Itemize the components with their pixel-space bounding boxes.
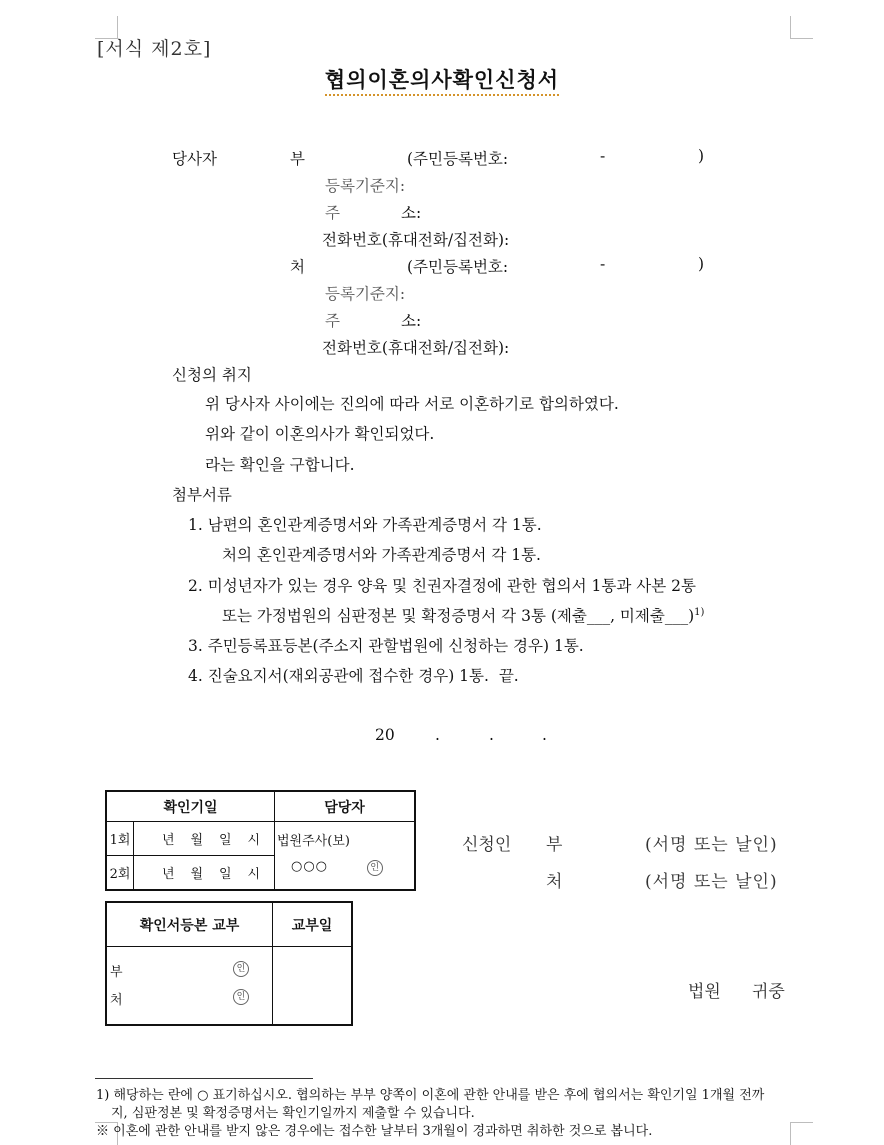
husband-base-label: 등록기준지: [325,177,406,195]
officer-cell [275,822,415,890]
purpose-line-1: 위 당사자 사이에는 진의에 따라 서로 이혼하기로 합의하였다. [205,395,619,413]
copy-wife: 처 [110,993,123,1008]
husband-id-label: (주민등록번호: [407,150,509,168]
confirm-date-header: 확인기일 [107,792,275,822]
husband-addr-label-2: 소: [401,204,422,222]
copy-delivery-header: 확인서등본 교부 [107,903,273,947]
seal-icon: 인 [233,961,249,977]
applicant-husband-sign: (서명 또는 날인) [645,835,778,855]
husband-role: 부 [290,150,305,168]
applicant-label: 신청인 [462,835,512,855]
husband-phone-label: 전화번호(휴대전화/집전화): [322,231,510,249]
unit-hour: 시 [247,867,261,882]
husband-addr-label-1: 주 [325,204,340,222]
applicant-wife-sign: (서명 또는 날인) [645,872,778,892]
purpose-line-3: 라는 확인을 구합니다. [205,456,355,474]
round-2-date [134,856,275,890]
end-mark: 끝. [498,667,519,685]
unit-month: 월 [190,833,204,848]
husband-id-dash: - [600,147,606,165]
attachment-2a: 2. 미성년자가 있는 경우 양육 및 친권자결정에 관한 협의서 1통과 사본 2통 [188,577,696,595]
attachment-1b: 처의 혼인관계증명서와 가족관계증명서 각 1통. [222,546,541,564]
purpose-heading: 신청의 취지 [172,366,252,384]
applicant-husband: 부 [546,835,563,855]
page-title: 협의이혼의사확인신청서 [0,64,884,94]
footnote-1a: 1) 해당하는 란에 ○ 표기하십시오. 협의하는 부부 양쪽이 이혼에 관한 안내를 받은 후에 협의서는 확인기일 1개월 전까 [96,1088,765,1103]
unit-year: 년 [161,867,175,882]
date-year-prefix: 20 [375,726,395,744]
attachment-3: 3. 주민등록표등본(주소지 관할법원에 신청하는 경우) 1통. [188,637,584,655]
wife-id-close: ) [698,255,705,273]
applicant-wife: 처 [546,872,563,892]
unit-year: 년 [161,833,175,848]
round-1-date [134,822,275,856]
form-number: [서식 제2호] [97,38,212,60]
purpose-line-2: 위와 같이 이혼의사가 확인되었다. [205,425,435,443]
officer-label: 법원주사(보) [277,834,350,849]
wife-id-label: (주민등록번호: [407,258,509,276]
footnote-1b: 지, 심판정본 및 확정증명서는 확인기일까지 제출할 수 있습니다. [111,1106,475,1121]
wife-phone-label: 전화번호(휴대전화/집전화): [322,339,510,357]
delivery-date-header: 교부일 [273,903,352,947]
date-dot-1: . [435,726,440,744]
footnote-2: ※ 이혼에 관한 안내를 받지 않은 경우에는 접수한 날부터 3개월이 경과하면 취하한 것으로 봅니다. [96,1124,653,1139]
round-2-label: 2회 [107,856,134,890]
parties-label: 당사자 [172,150,217,168]
seal-icon: 인 [233,989,249,1005]
attachments-heading: 첨부서류 [172,486,232,504]
wife-id-dash: - [600,255,606,273]
wife-base-label: 등록기준지: [325,285,406,303]
footnote-divider [95,1078,313,1079]
delivery-date-cell [273,947,352,1025]
corner-mark-top-right [790,16,813,39]
unit-hour: 시 [247,833,261,848]
footnote-ref: 1) [694,606,705,618]
wife-addr-label-1: 주 [325,312,340,330]
copy-recipients-cell [107,947,273,1025]
court-label: 법원 [688,982,721,1002]
husband-id-close: ) [698,147,705,165]
round-1-label: 1회 [107,822,134,856]
wife-addr-label-2: 소: [401,312,422,330]
wife-role: 처 [290,258,305,276]
unit-day: 일 [218,833,232,848]
date-dot-3: . [542,726,547,744]
court-suffix: 귀중 [752,982,785,1002]
attachment-4: 4. 진술요지서(재외공관에 접수한 경우) 1통. 끝. [188,667,519,685]
unit-month: 월 [190,867,204,882]
seal-icon: 인 [367,860,383,876]
unit-day: 일 [218,867,232,882]
confirm-date-table [106,791,415,890]
officer-name: ○○○ [291,859,329,874]
officer-header: 담당자 [275,792,415,822]
attachment-2b: 또는 가정법원의 심판정본 및 확정증명서 각 3통 (제출___, 미제출___)$^{1)}$ [222,606,705,625]
date-dot-2: . [489,726,494,744]
copy-husband: 부 [110,965,123,980]
copy-delivery-table [106,902,352,1025]
corner-mark-bottom-right [790,1122,813,1145]
attachment-1a: 1. 남편의 혼인관계증명서와 가족관계증명서 각 1통. [188,516,542,534]
